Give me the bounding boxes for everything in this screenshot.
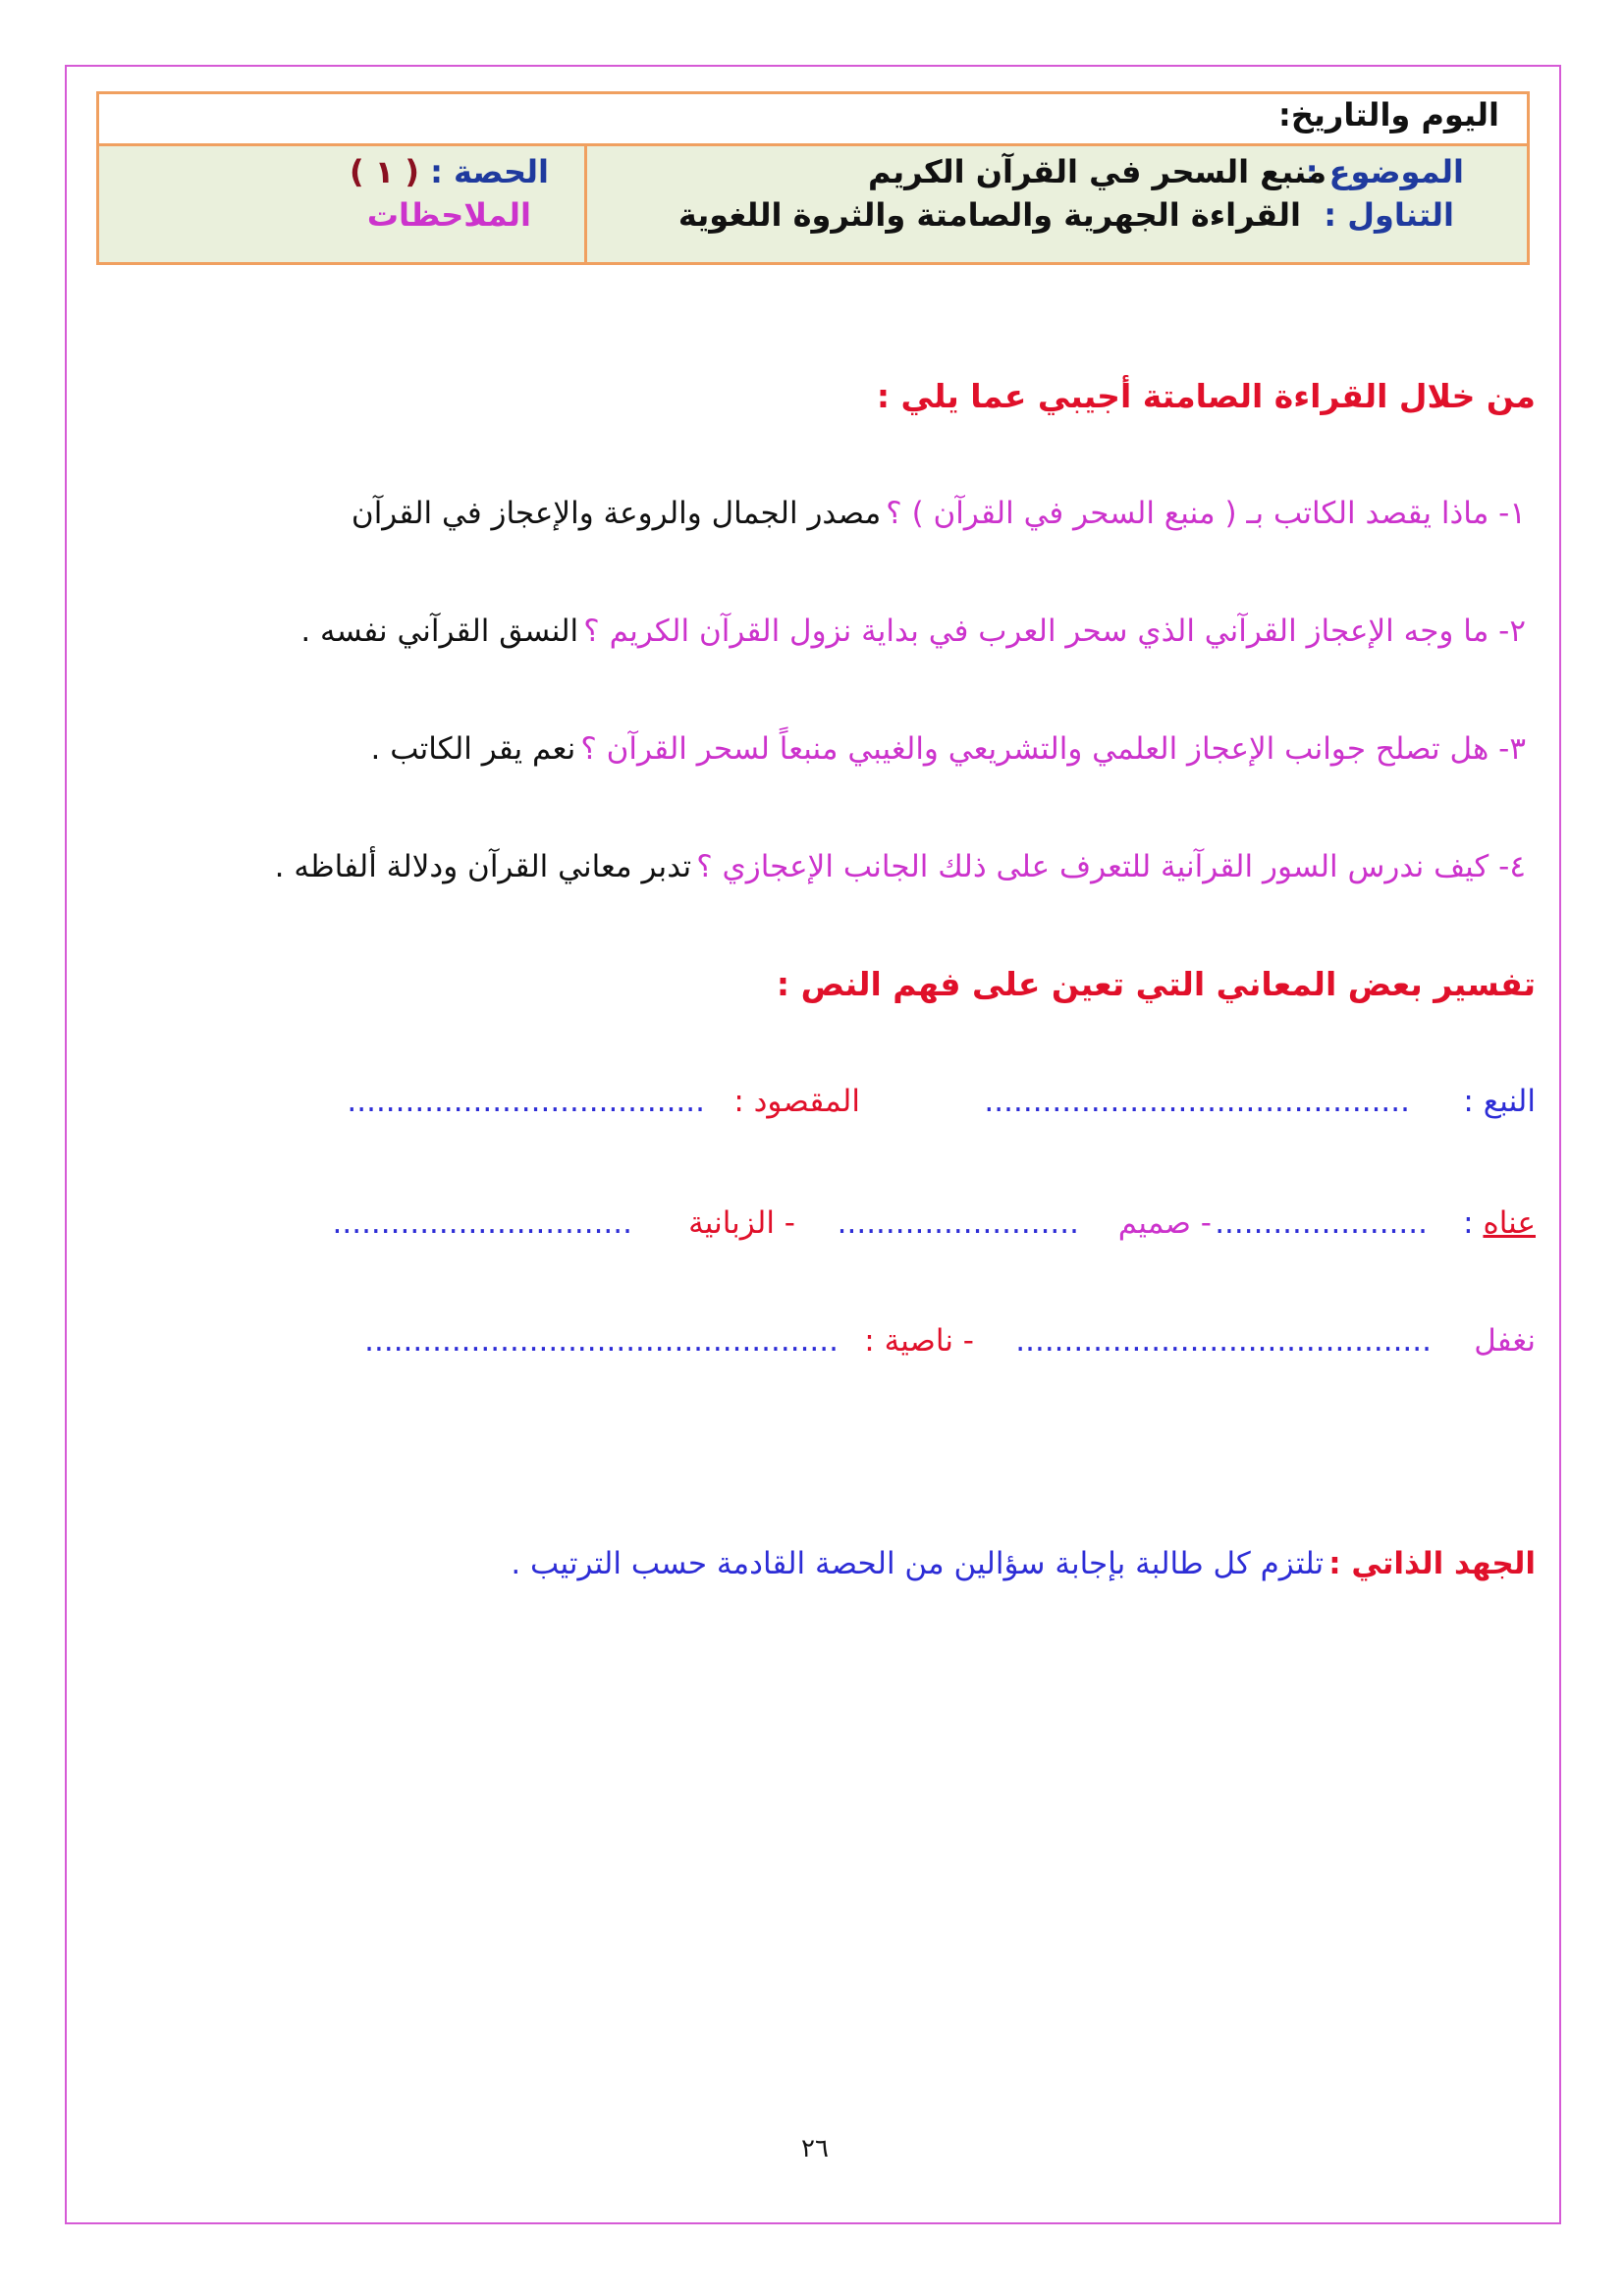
question-1 [352, 496, 1526, 531]
answer-text: تدبر معاني القرآن ودلالة ألفاظه . [274, 849, 692, 884]
question-text: ٤- كيف ندرس السور القرآنية للتعرف على ذلك الجانب الإعجازي ؟ [696, 849, 1526, 884]
question-text: ٣- هل تصلح جوانب الإعجاز العلمي والتشريعي والغيبي منبعاً لسحر القرآن ؟ [580, 731, 1526, 767]
period-label: الحصة : [430, 153, 549, 190]
vocab-word-1: النبع : [1463, 1084, 1536, 1119]
vocab-blank-5: ............................... [332, 1205, 632, 1241]
self-effort-label: الجهد الذاتي : [1328, 1546, 1536, 1581]
vocab-blank-4: ......................... [837, 1205, 1079, 1241]
section-heading-vocabulary: تفسير بعض المعاني التي تعين على فهم النص : [776, 965, 1536, 1003]
vocab-word-2: المقصود : [733, 1084, 860, 1119]
vocab-blank-3: ...................... [1215, 1205, 1428, 1241]
question-3 [371, 731, 1527, 767]
vocab-word-5: - الزبانية [688, 1205, 795, 1241]
subject-label: الموضوع : [1305, 153, 1464, 190]
period-value: ( ١ ) [349, 153, 419, 190]
question-text: ١- ماذا يقصد الكاتب بـ ( منبع السحر في القرآن ) ؟ [886, 496, 1526, 531]
vocab-word-4: - صميم [1117, 1205, 1212, 1241]
answer-text: مصدر الجمال والروعة والإعجاز في القرآن [351, 496, 882, 531]
vocab-blank-2: ..................................... [347, 1084, 705, 1119]
lesson-info-row [99, 146, 1527, 262]
vocab-word-3: عناه : [1463, 1205, 1536, 1241]
answer-text: النسق القرآني نفسه . [300, 614, 579, 649]
date-label: اليوم والتاريخ: [1278, 96, 1499, 133]
vocab-blank-1: ............................................ [984, 1084, 1410, 1119]
question-4 [275, 849, 1526, 884]
answer-text: نعم يقر الكاتب . [370, 731, 576, 767]
date-row [99, 94, 1527, 146]
treatment-label: التناول : [1324, 196, 1454, 234]
question-text: ٢- ما وجه الإعجاز القرآني الذي سحر العرب في بداية نزول القرآن الكريم ؟ [583, 614, 1526, 649]
column-divider [584, 146, 587, 262]
self-effort-text: تلتزم كل طالبة بإجابة سؤالين من الحصة القادمة حسب الترتيب . [511, 1546, 1325, 1581]
notes-label: الملاحظات [366, 196, 531, 234]
question-2 [300, 614, 1526, 649]
lesson-header-table [96, 91, 1530, 265]
vocab-word-7: - ناصية : [864, 1323, 974, 1359]
vocab-blank-7: ................................................. [364, 1323, 839, 1359]
self-effort-note [511, 1546, 1536, 1581]
subject-value: منبع السحر في القرآن الكريم [867, 153, 1326, 190]
section-heading-questions: من خلال القراءة الصامتة أجيبي عما يلي : [876, 377, 1536, 415]
vocab-word-6: نغفل [1474, 1323, 1536, 1359]
page-number: ٢٦ [801, 2134, 829, 2163]
vocab-blank-6: ........................................... [1015, 1323, 1432, 1359]
treatment-value: القراءة الجهرية والصامتة والثروة اللغوية [677, 196, 1301, 234]
